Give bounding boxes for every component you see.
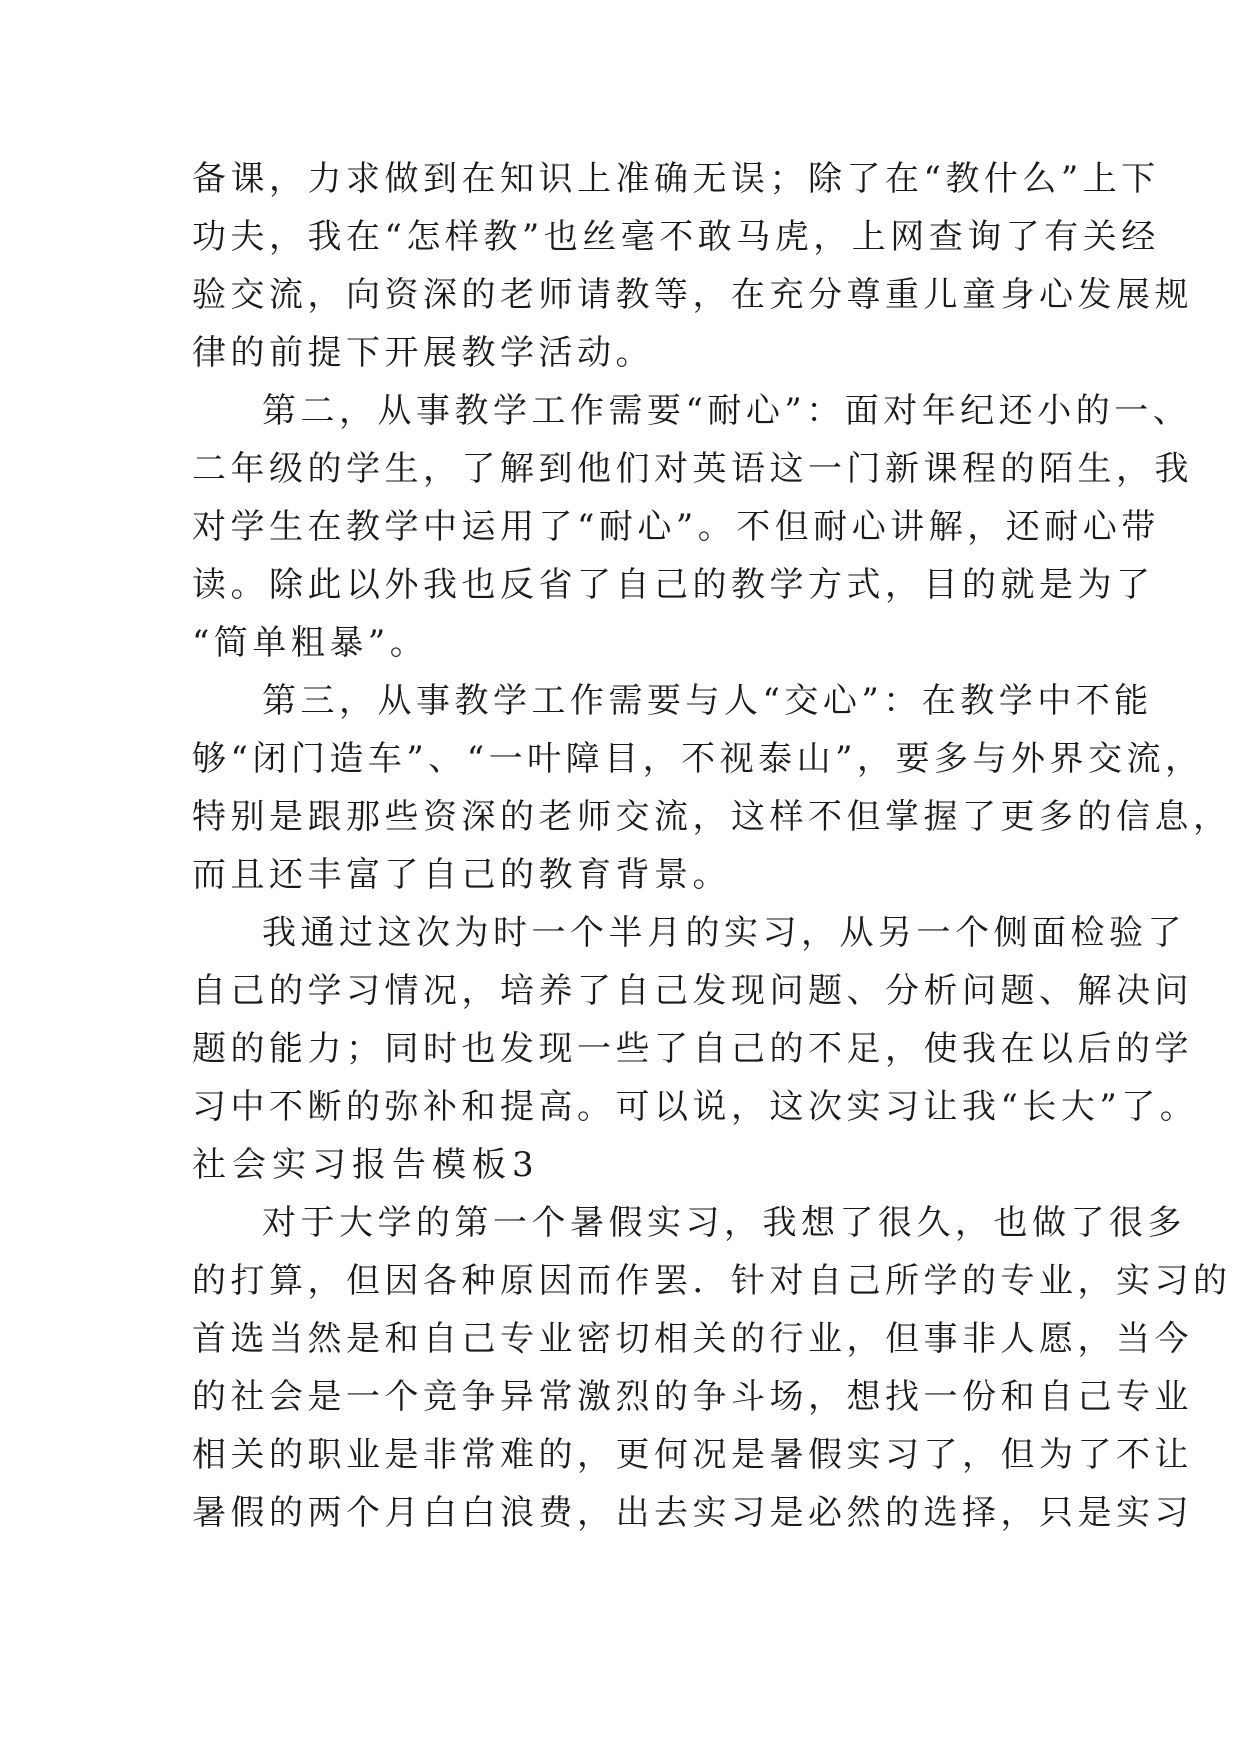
text-line: 功夫，我在“怎样教”也丝毫不敢马虎，上网查询了有关经 bbox=[192, 217, 1160, 257]
paragraph-start-line: 第三，从事教学工作需要与人“交心”：在教学中不能 bbox=[262, 681, 1153, 721]
text-line: 而且还丰富了自己的教育背景。 bbox=[192, 855, 731, 895]
text-line: 的社会是一个竞争异常激烈的争斗场，想找一份和自己专业 bbox=[192, 1377, 1193, 1417]
text-line: 对学生在教学中运用了“耐心”。不但耐心讲解，还耐心带 bbox=[192, 507, 1160, 547]
text-line: 首选当然是和自己专业密切相关的行业，但事非人愿，当今 bbox=[192, 1319, 1193, 1359]
paragraph-start-line: 第二，从事教学工作需要“耐心”：面对年纪还小的一、 bbox=[262, 391, 1192, 431]
text-line: 备课，力求做到在知识上准确无误；除了在“教什么”上下 bbox=[192, 159, 1160, 199]
text-line: 相关的职业是非常难的，更何况是暑假实习了，但为了不让 bbox=[192, 1435, 1193, 1475]
text-line: 够“闭门造车”、“一叶障目，不视泰山”，要多与外界交流， bbox=[192, 739, 1204, 779]
text-line: 验交流，向资深的老师请教等，在充分尊重儿童身心发展规 bbox=[192, 275, 1193, 315]
text-line: 习中不断的弥补和提高。可以说，这次实习让我“长大”了。 bbox=[192, 1087, 1199, 1127]
text-line: 题的能力；同时也发现一些了自己的不足，使我在以后的学 bbox=[192, 1029, 1193, 1069]
text-line: “简单粗暴”。 bbox=[192, 623, 429, 663]
document-page bbox=[192, 150, 1232, 1542]
paragraph-start-line: 对于大学的第一个暑假实习，我想了很久，也做了很多 bbox=[262, 1203, 1186, 1243]
text-line: 读。除此以外我也反省了自己的教学方式，目的就是为了 bbox=[192, 565, 1155, 605]
text-line: 律的前提下开展教学活动。 bbox=[192, 333, 654, 373]
text-line: 自己的学习情况，培养了自己发现问题、分析问题、解决问 bbox=[192, 971, 1193, 1011]
text-line: 暑假的两个月白白浪费，出去实习是必然的选择，只是实习 bbox=[192, 1493, 1193, 1533]
text-line: 二年级的学生，了解到他们对英语这一门新课程的陌生，我 bbox=[192, 449, 1193, 489]
text-line: 的打算，但因各种原因而作罢．针对自己所学的专业，实习的 bbox=[192, 1261, 1232, 1301]
text-line: 特别是跟那些资深的老师交流，这样不但掌握了更多的信息， bbox=[192, 797, 1232, 837]
paragraph-start-line: 我通过这次为时一个半月的实习，从另一个侧面检验了 bbox=[262, 913, 1186, 953]
section-heading: 社会实习报告模板3 bbox=[192, 1145, 540, 1185]
